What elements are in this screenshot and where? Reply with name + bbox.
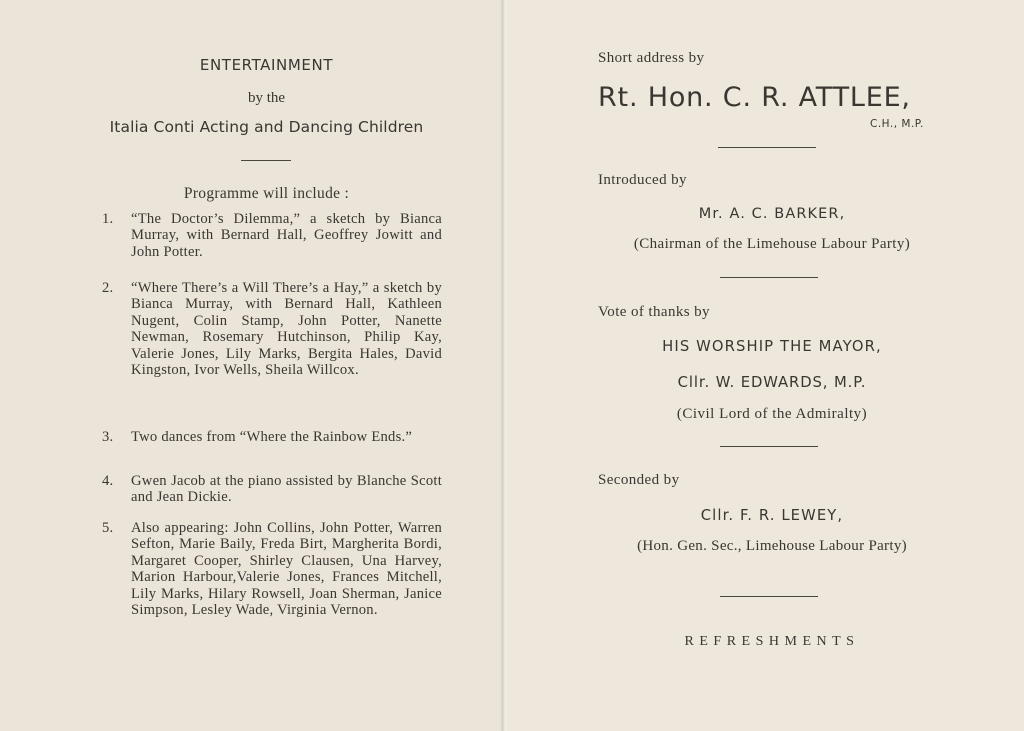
item-text: Also appearing: John Collins, John Potter, Warren Sefton, Marie Baily, Freda Birt, Margherita Bordi, Margaret Cooper, Shirley Clausen, Una Harvey, Marion Harbour,Valerie Jones, Frances Mitchell, Lily Marks, Hilary Rowsell, Joan Sherman, Janice Simpson, Lesley Wade, Virginia Vernon. — [131, 520, 442, 619]
divider — [718, 147, 816, 148]
seconder-role: (Hon. Gen. Sec., Limehouse Labour Party) — [637, 538, 907, 554]
refreshments-heading: REFRESHMENTS — [684, 634, 860, 649]
item-text: Gwen Jacob at the piano assisted by Blanche Scott and Jean Dickie. — [131, 473, 442, 506]
programme-item-4 — [102, 473, 447, 509]
mayor-name: Cllr. W. EDWARDS, M.P. — [677, 374, 867, 391]
performers-line: Italia Conti Acting and Dancing Children — [109, 118, 424, 136]
item-text: Two dances from “Where the Rainbow Ends.” — [131, 429, 413, 445]
divider — [720, 446, 818, 447]
divider — [720, 596, 818, 597]
speaker-name: Rt. Hon. C. R. ATTLEE, — [598, 82, 911, 113]
programme-item-3 — [102, 429, 447, 465]
introduced-label: Introduced by — [598, 172, 687, 188]
programme-item-1 — [102, 211, 447, 267]
programme-item-2 — [102, 280, 447, 420]
entertainment-heading: ENTERTAINMENT — [199, 56, 334, 74]
seconded-label: Seconded by — [598, 472, 680, 488]
item-number: 1. — [102, 211, 114, 227]
item-number: 3. — [102, 429, 114, 445]
page-fold — [500, 0, 508, 731]
speaker-honours: C.H., M.P. — [870, 118, 924, 130]
mayor-title: HIS WORSHIP THE MAYOR, — [662, 338, 882, 355]
mayor-role: (Civil Lord of the Admiralty) — [676, 406, 868, 422]
programme-item-5 — [102, 520, 447, 660]
by-the-text: by the — [247, 90, 286, 106]
item-number: 5. — [102, 520, 114, 536]
programme-heading: Programme will include : — [183, 185, 350, 202]
seconder-name: Cllr. F. R. LEWEY, — [700, 507, 844, 524]
introducer-name: Mr. A. C. BARKER, — [698, 206, 846, 222]
item-text: “The Doctor’s Dilemma,” a sketch by Bianca Murray, with Bernard Hall, Geoffrey Jowitt and John Potter. — [131, 211, 442, 260]
item-text: “Where There’s a Will There’s a Hay,” a sketch by Bianca Murray, with Bernard Hall, Kathleen Nugent, Colin Stamp, John Potter, Nanette Newman, Rosemary Hutchinson, Philip Kay, Valerie Jones, Lily Marks, Bergita Hales, David Kingston, Ivor Wells, Sheila Willcox. — [131, 280, 442, 379]
item-number: 2. — [102, 280, 114, 296]
left-page — [0, 0, 503, 731]
item-number: 4. — [102, 473, 114, 489]
divider — [720, 277, 818, 278]
address-label: Short address by — [598, 50, 705, 66]
thanks-label: Vote of thanks by — [598, 304, 710, 320]
divider — [241, 160, 291, 161]
introducer-role: (Chairman of the Limehouse Labour Party) — [633, 236, 911, 252]
